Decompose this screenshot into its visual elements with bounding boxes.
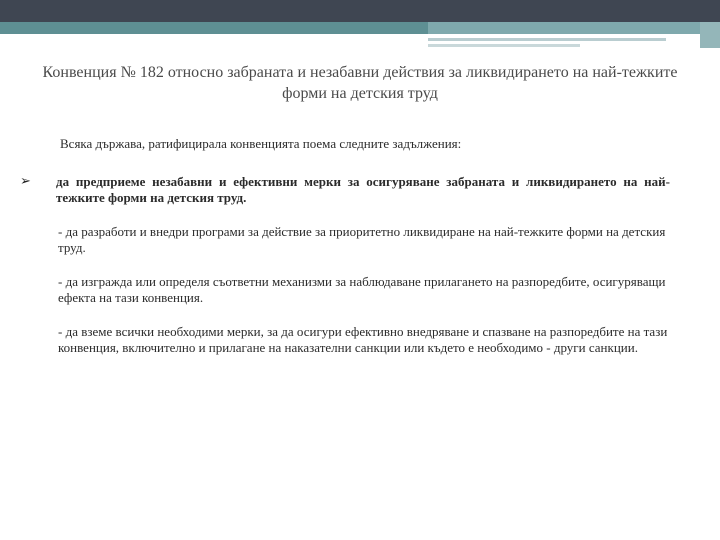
decor-corner-block bbox=[700, 22, 720, 48]
decor-top-band bbox=[0, 0, 720, 22]
intro-text: Всяка държава, ратифицирала конвенцията поема следните задължения: bbox=[60, 136, 462, 151]
slide-title: Конвенция № 182 относно забраната и незабавни действия за ликвидирането на най-тежките форми на детския труд bbox=[42, 64, 678, 102]
bullet-item bbox=[20, 174, 670, 206]
decor-accent-line-1 bbox=[428, 38, 666, 41]
bullet-text: да предприеме незабавни и ефективни мерки за осигуряване забраната и ликвидирането на най-тежките форми на детския труд. bbox=[56, 174, 670, 205]
decor-accent-line-2 bbox=[428, 44, 580, 47]
decor-accent-band-light bbox=[428, 22, 720, 34]
obligation-item-3: - да вземе всички необходими мерки, за да осигури ефективно внедряване и спазване на разпоредбите на тази конвенция, включително и прилагане на наказателни санкции или където е необходимо - други санкции. bbox=[58, 324, 668, 355]
slide-content bbox=[20, 136, 670, 374]
obligation-item-1: - да разработи и внедри програми за действие за приоритетно ликвидиране на най-тежките форми на детския труд. bbox=[58, 224, 666, 255]
obligation-item-2: - да изгражда или определя съответни механизми за наблюдаване прилагането на разпоредбите, осигуряващи ефекта на тази конвенция. bbox=[58, 274, 666, 305]
arrow-bullet-icon: ➢ bbox=[20, 174, 31, 189]
